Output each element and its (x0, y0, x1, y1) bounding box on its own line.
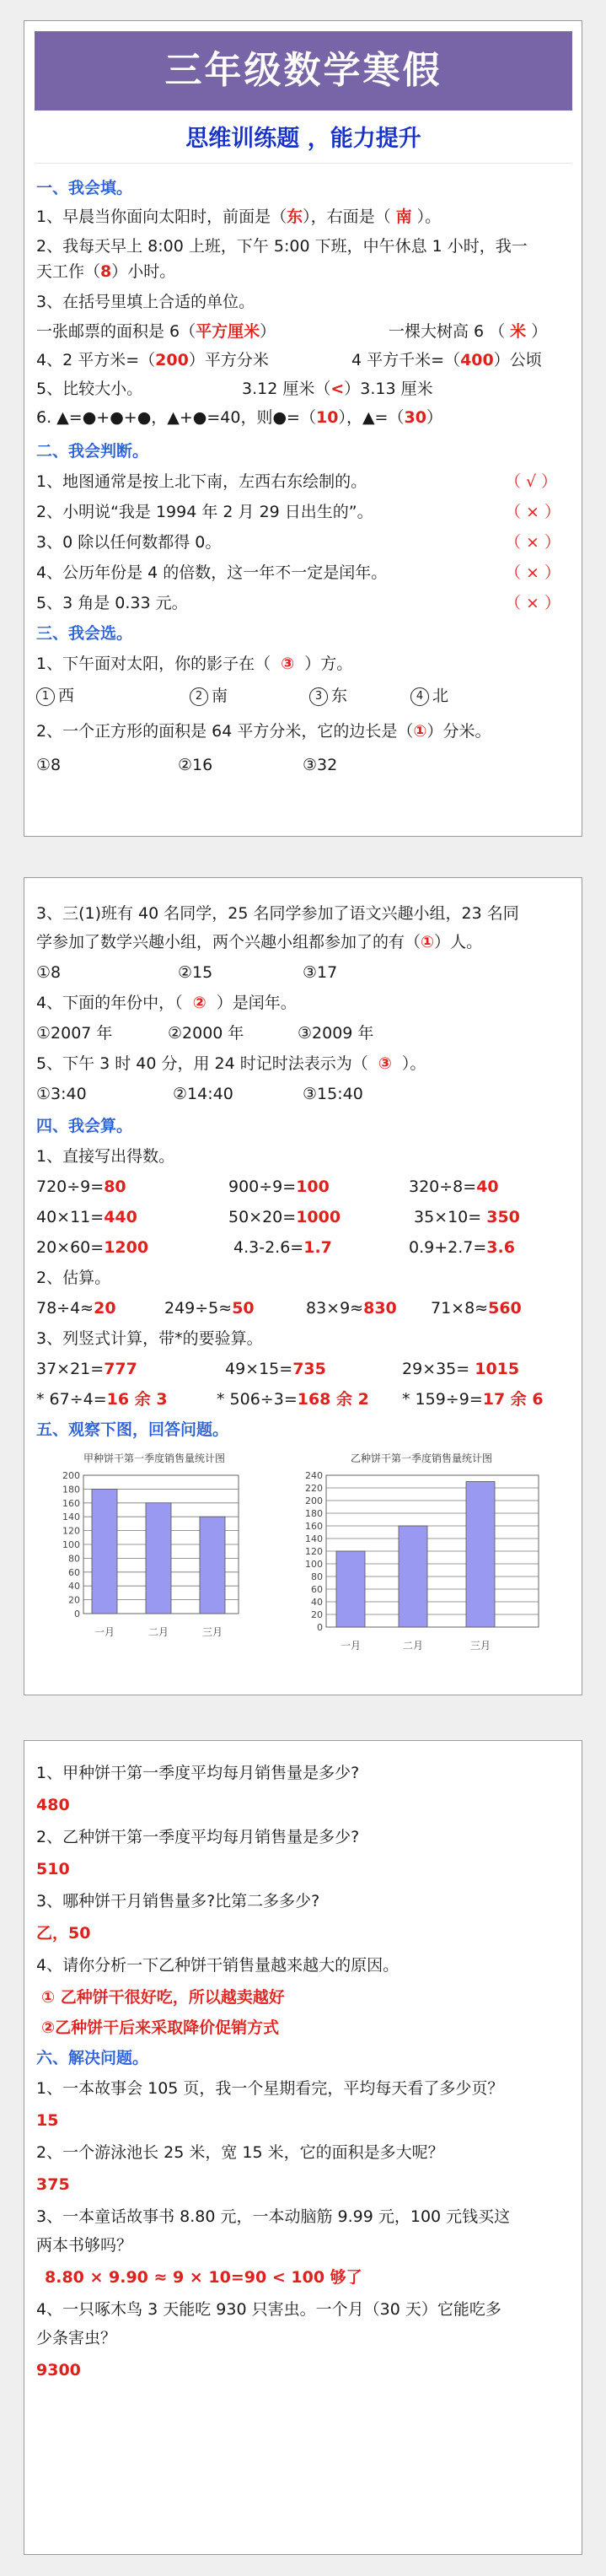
fill-question-4a: 4、2 平方米=（200）平方分米 (36, 351, 269, 369)
word-problem-3-line-1: 3、一本童话故事书 8.80 元，一本动脑筋 9.99 元，100 元钱买这 (36, 2207, 511, 2226)
y-tick-label: 0 (317, 1622, 323, 1633)
choose-option-c: ③17 (303, 963, 338, 982)
choose-question-1: 1、下午面对太阳，你的影子在（ ③ ）方。 (36, 655, 353, 673)
judge-question-3: 3、0 除以任何数都得 0。 (36, 533, 222, 552)
y-tick-label: 200 (305, 1495, 323, 1506)
y-tick-label: 180 (305, 1508, 323, 1519)
bar-三月 (200, 1517, 225, 1614)
vertical-calc-item: * 506÷3=168 余 2 (217, 1390, 369, 1409)
y-tick-label: 160 (62, 1497, 80, 1509)
answer: 8 (100, 262, 112, 281)
question-2: 2、乙种饼干第一季度平均每月销售量是多少? (36, 1828, 360, 1846)
answer: 东 (287, 207, 303, 226)
choose-option-3: 3 东 (309, 684, 347, 708)
y-tick-label: 100 (305, 1559, 323, 1570)
section-fill-title: 一、我会填。 (36, 179, 133, 197)
judge-mark-1: （ √ ） (505, 472, 558, 491)
choose-option-a: ①8 (36, 756, 62, 774)
x-tick-label: 一月 (94, 1626, 115, 1638)
bar-三月 (466, 1482, 495, 1628)
choose-question-3-line-1: 3、三(1)班有 40 名同学，25 名同学参加了语文兴趣小组，23 名同 (36, 904, 519, 923)
answer: ① (421, 933, 435, 951)
y-tick-label: 60 (311, 1584, 323, 1595)
word-problem-3-line-2: 两本书够吗？ (36, 2236, 133, 2255)
answer: 南 (395, 207, 412, 226)
fill-question-3: 3、在括号里填上合适的单位。 (36, 293, 255, 311)
y-tick-label: 0 (74, 1609, 80, 1619)
fill-question-1: 1、早晨当你面向太阳时，前面是（东），右面是（ 南 ）。 (36, 207, 442, 226)
y-tick-label: 200 (62, 1470, 80, 1481)
y-tick-label: 100 (62, 1539, 80, 1550)
section-judge-title: 二、我会判断。 (36, 442, 149, 461)
answer: ③ (378, 1054, 392, 1073)
section-observe-title: 五、观察下图，回答问题。 (36, 1420, 229, 1439)
chart-title: 甲种饼干第一季度销售量统计图 (83, 1452, 226, 1464)
vertical-calc-item: 37×21=777 (36, 1360, 137, 1378)
fill-question-3b: 一棵大树高 6 （ 米 ） (389, 322, 548, 341)
section-solve-title: 六、解决问题。 (36, 2049, 149, 2067)
y-tick-label: 240 (305, 1470, 323, 1481)
choose-option-c: ③2009 年 (298, 1024, 374, 1043)
calc-item: 0.9+2.7=3.6 (409, 1238, 515, 1257)
section-choose-title: 三、我会选。 (36, 624, 133, 643)
bar-二月 (146, 1503, 171, 1614)
word-answer-2: 375 (36, 2175, 70, 2194)
bar-一月 (336, 1551, 365, 1627)
choose-option-b: ②16 (178, 756, 213, 774)
judge-question-4: 4、公历年份是 4 的倍数，这一年不一定是闰年。 (36, 563, 388, 582)
y-tick-label: 140 (62, 1512, 80, 1523)
y-tick-label: 40 (311, 1597, 323, 1608)
answer-4b: ②乙种饼干后来采取降价促销方式 (41, 2018, 280, 2037)
calc-item: 50×20=1000 (228, 1208, 341, 1226)
choose-option-a: ①2007 年 (36, 1024, 113, 1043)
calc-item: 320÷8=40 (409, 1178, 499, 1196)
bar-一月 (92, 1489, 117, 1614)
answer: 30 (404, 408, 426, 427)
choose-question-2: 2、一个正方形的面积是 64 平方分米，它的边长是（①）分米。 (36, 722, 491, 741)
word-answer-1: 15 (36, 2111, 59, 2130)
section-calc-title: 四、我会算。 (36, 1117, 133, 1135)
x-tick-label: 二月 (402, 1640, 424, 1652)
fill-question-3a: 一张邮票的面积是 6（平方厘米） (36, 322, 276, 341)
worksheet-page-2 (24, 877, 582, 1695)
question-1: 1、甲种饼干第一季度平均每月销售量是多少? (36, 1764, 360, 1782)
worksheet-page-1 (24, 20, 582, 837)
answer: < (330, 380, 345, 398)
word-problem-1: 1、一本故事会 105 页，我一个星期看完，平均每天看了多少页？ (36, 2079, 504, 2098)
estimate-item: 249÷5≈50 (164, 1299, 255, 1318)
choose-question-4: 4、下面的年份中，（ ② ）是闰年。 (36, 994, 297, 1012)
x-tick-label: 三月 (469, 1640, 491, 1652)
answer: ③ (281, 655, 295, 673)
biscuit-a-bar-chart (36, 1448, 272, 1651)
judge-question-1: 1、地图通常是按上北下南，左西右东绘制的。 (36, 472, 367, 491)
chart-title: 乙种饼干第一季度销售量统计图 (350, 1452, 493, 1464)
estimate-item: 78÷4≈20 (36, 1299, 116, 1318)
calc-item: 4.3-2.6=1.7 (233, 1238, 332, 1257)
estimate-item: 83×9≈830 (306, 1299, 397, 1318)
choose-option-4: 4 北 (410, 684, 448, 708)
calc-item: 900÷9=100 (228, 1178, 330, 1196)
judge-question-5: 5、3 角是 0.33 元。 (36, 594, 188, 612)
vertical-calc-item: 29×35= 1015 (402, 1360, 520, 1378)
y-tick-label: 120 (62, 1525, 80, 1537)
answer: 200 (155, 351, 189, 369)
word-problem-2: 2、一个游泳池长 25 米，宽 15 米，它的面积是多大呢？ (36, 2143, 444, 2162)
calc-instruction-1: 1、直接写出得数。 (36, 1147, 175, 1166)
choose-option-b: ②15 (178, 963, 213, 982)
y-tick-label: 20 (311, 1609, 323, 1620)
choose-option-a: ①3:40 (36, 1085, 87, 1103)
answer-3: 乙，50 (36, 1924, 91, 1943)
word-problem-4-line-1: 4、一只啄木鸟 3 天能吃 930 只害虫。一个月（30 天）它能吃多 (36, 2300, 501, 2319)
answer: 平方厘米 (196, 322, 260, 341)
x-tick-label: 二月 (147, 1626, 169, 1638)
calc-item: 35×10= 350 (414, 1208, 520, 1226)
vertical-calc-item: * 159÷9=17 余 6 (402, 1390, 544, 1409)
fill-question-2-line-1: 2、我每天早上 8:00 上班，下午 5:00 下班，中午休息 1 小时，我一 (36, 237, 528, 256)
judge-mark-5: （ × ） (505, 594, 560, 612)
answer: ② (192, 994, 206, 1012)
answer: 400 (460, 351, 494, 369)
y-tick-label: 80 (311, 1571, 323, 1582)
y-tick-label: 180 (62, 1484, 80, 1495)
choose-option-c: ③32 (303, 756, 338, 774)
x-tick-label: 三月 (201, 1626, 223, 1638)
answer-2: 510 (36, 1860, 70, 1878)
fill-question-4b: 4 平方千米=（400）公顷 (351, 351, 542, 369)
vertical-calc-item: 49×15=735 (225, 1360, 326, 1378)
fill-question-2-line-2: 天工作（8）小时。 (36, 262, 176, 281)
biscuit-b-bar-chart (287, 1448, 555, 1668)
calc-instruction-2: 2、估算。 (36, 1269, 111, 1287)
judge-mark-3: （ × ） (505, 533, 560, 552)
choose-option-a: ①8 (36, 963, 62, 982)
question-4: 4、请你分析一下乙种饼干销售量越来越大的原因。 (36, 1956, 400, 1975)
calc-item: 40×11=440 (36, 1208, 137, 1226)
bar-二月 (399, 1526, 427, 1627)
worksheet-page-3 (24, 1740, 582, 2555)
answer: 米 (510, 322, 527, 341)
x-tick-label: 一月 (340, 1640, 362, 1652)
judge-question-2: 2、小明说“我是 1994 年 2 月 29 日出生的”。 (36, 503, 373, 521)
y-tick-label: 40 (68, 1581, 80, 1592)
y-tick-label: 60 (68, 1566, 80, 1578)
calc-instruction-3: 3、列竖式计算，带*的要验算。 (36, 1329, 263, 1348)
judge-mark-2: （ × ） (505, 503, 560, 521)
y-tick-label: 120 (305, 1546, 323, 1557)
fill-question-5: 5、比较大小。 (36, 380, 143, 398)
answer-4a: ① 乙种饼干很好吃，所以越卖越好 (41, 1988, 285, 2007)
calc-item: 720÷9=80 (36, 1178, 126, 1196)
word-answer-3: 8.80 × 9.90 ≈ 9 × 10=90 < 100 够了 (45, 2268, 362, 2287)
choose-question-5: 5、下午 3 时 40 分，用 24 时记时法表示为（ ③ ）。 (36, 1054, 426, 1073)
y-tick-label: 220 (305, 1483, 323, 1494)
fill-question-6: 6. ▲=●+●+●，▲+●=40，则●=（10），▲=（30） (36, 408, 442, 427)
page-title: 三年级数学寒假 (35, 31, 572, 110)
choose-option-c: ③15:40 (303, 1085, 363, 1103)
choose-option-1: 1 西 (36, 684, 74, 708)
choose-option-b: ②14:40 (173, 1085, 233, 1103)
y-tick-label: 140 (305, 1533, 323, 1544)
vertical-calc-item: * 67÷4=16 余 3 (36, 1390, 168, 1409)
word-answer-4: 9300 (36, 2361, 81, 2379)
answer-1: 480 (36, 1796, 70, 1814)
choose-option-b: ②2000 年 (168, 1024, 244, 1043)
judge-mark-4: （ × ） (505, 563, 560, 582)
calc-item: 20×60=1200 (36, 1238, 149, 1257)
page-subtitle: 思维训练题 ，能力提升 (35, 116, 572, 164)
estimate-item: 71×8≈560 (431, 1299, 522, 1318)
choose-option-2: 2 南 (190, 684, 228, 708)
y-tick-label: 80 (68, 1553, 80, 1565)
question-3: 3、哪种饼干月销售量多?比第二多多少? (36, 1892, 320, 1910)
word-problem-4-line-2: 少条害虫？ (36, 2329, 117, 2347)
fill-question-5b: 3.12 厘米（<）3.13 厘米 (242, 380, 433, 398)
y-tick-label: 160 (305, 1521, 323, 1532)
choose-question-3-line-2: 学参加了数学兴趣小组，两个兴趣小组都参加了的有（①）人。 (36, 933, 483, 951)
y-tick-label: 20 (68, 1594, 80, 1606)
answer: 10 (315, 408, 339, 427)
answer: ① (413, 722, 427, 741)
